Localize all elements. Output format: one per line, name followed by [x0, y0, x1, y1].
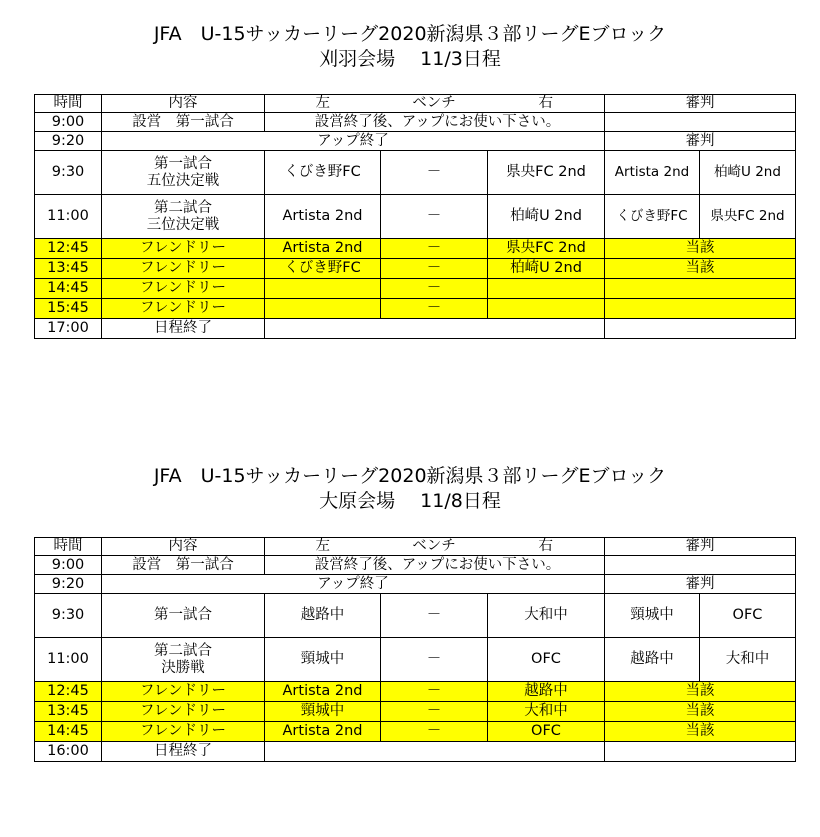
header-right: 右 — [488, 538, 605, 556]
row-time: 16:00 — [35, 742, 102, 762]
row-content: フレンドリー — [102, 722, 265, 742]
header-left: 左 — [265, 95, 381, 113]
content-line1: 第二試合 — [154, 199, 212, 216]
row-time: 9:00 — [35, 113, 102, 132]
row-vs: － — [381, 259, 488, 279]
row-right-team: OFC — [488, 722, 605, 742]
table-row — [35, 151, 796, 195]
header-referee: 審判 — [605, 95, 796, 113]
header-bench: ベンチ — [381, 95, 488, 113]
table-header-row — [35, 538, 796, 556]
row-referee: 審判 — [605, 575, 796, 594]
row-content — [102, 195, 265, 239]
section1-schedule-table — [34, 94, 796, 339]
row-right-team: OFC — [488, 638, 605, 682]
row-left-team — [265, 279, 381, 299]
row-content — [102, 638, 265, 682]
row-referee2: 県央FC 2nd — [700, 195, 796, 239]
row-time: 15:45 — [35, 299, 102, 319]
row-time: 13:45 — [35, 259, 102, 279]
row-content — [102, 151, 265, 195]
header-left: 左 — [265, 538, 381, 556]
row-referee — [605, 299, 796, 319]
row-left-team: Artista 2nd — [265, 722, 381, 742]
row-right-team: 越路中 — [488, 682, 605, 702]
row-right-team: 県央FC 2nd — [488, 151, 605, 195]
header-content: 内容 — [102, 95, 265, 113]
header-content: 内容 — [102, 538, 265, 556]
content-line1: 第一試合 — [154, 155, 212, 172]
header-time: 時間 — [35, 95, 102, 113]
row-referee2: OFC — [700, 594, 796, 638]
row-time: 9:00 — [35, 556, 102, 575]
row-referee1: くびき野FC — [605, 195, 700, 239]
row-vs: － — [381, 594, 488, 638]
table-row — [35, 195, 796, 239]
row-vs: － — [381, 299, 488, 319]
table-row — [35, 239, 796, 259]
row-blank — [265, 319, 605, 339]
section1-subtitle: 刈羽会場 11/3日程 — [319, 48, 501, 70]
row-right-team: 柏崎U 2nd — [488, 259, 605, 279]
section2-schedule-table — [34, 537, 796, 762]
row-content: 日程終了 — [102, 742, 265, 762]
row-referee1: 越路中 — [605, 638, 700, 682]
row-note: アップ終了 — [102, 575, 605, 594]
row-time: 12:45 — [35, 239, 102, 259]
row-vs: － — [381, 638, 488, 682]
row-referee: 当該 — [605, 239, 796, 259]
row-left-team: 頸城中 — [265, 702, 381, 722]
row-time: 14:45 — [35, 722, 102, 742]
row-left-team: くびき野FC — [265, 151, 381, 195]
row-left-team — [265, 299, 381, 319]
table-row — [35, 594, 796, 638]
row-content: フレンドリー — [102, 259, 265, 279]
table-header-row — [35, 95, 796, 113]
content-line2: 三位決定戦 — [146, 216, 220, 233]
row-note: アップ終了 — [102, 132, 605, 151]
row-left-team: Artista 2nd — [265, 682, 381, 702]
row-time: 17:00 — [35, 319, 102, 339]
row-left-team: Artista 2nd — [265, 195, 381, 239]
row-time: 14:45 — [35, 279, 102, 299]
row-vs: － — [381, 279, 488, 299]
row-right-team: 大和中 — [488, 702, 605, 722]
table-row — [35, 702, 796, 722]
row-vs: － — [381, 702, 488, 722]
row-note: 設営終了後、アップにお使い下さい。 — [265, 113, 605, 132]
row-content: 日程終了 — [102, 319, 265, 339]
content-line1: 第二試合 — [154, 642, 212, 659]
table-row — [35, 279, 796, 299]
row-content: フレンドリー — [102, 682, 265, 702]
row-right-team: 県央FC 2nd — [488, 239, 605, 259]
row-blank — [605, 556, 796, 575]
row-blank — [605, 742, 796, 762]
table-row — [35, 638, 796, 682]
row-time: 9:30 — [35, 594, 102, 638]
section1-title: JFA U-15サッカーリーグ2020新潟県３部リーグEブロック — [153, 23, 667, 45]
row-time: 11:00 — [35, 638, 102, 682]
row-referee: 当該 — [605, 259, 796, 279]
row-left-team: Artista 2nd — [265, 239, 381, 259]
row-left-team: くびき野FC — [265, 259, 381, 279]
table-row — [35, 132, 796, 151]
row-right-team — [488, 279, 605, 299]
row-content: 設営 第一試合 — [102, 556, 265, 575]
row-time: 9:30 — [35, 151, 102, 195]
row-vs: － — [381, 239, 488, 259]
row-left-team: 越路中 — [265, 594, 381, 638]
table-row — [35, 742, 796, 762]
row-content: 第一試合 — [102, 594, 265, 638]
row-vs: － — [381, 722, 488, 742]
row-blank — [265, 742, 605, 762]
table-row — [35, 575, 796, 594]
row-content: フレンドリー — [102, 239, 265, 259]
row-referee — [605, 279, 796, 299]
section2-subtitle: 大原会場 11/8日程 — [319, 490, 501, 512]
section2-title: JFA U-15サッカーリーグ2020新潟県３部リーグEブロック — [153, 465, 667, 487]
table-row — [35, 556, 796, 575]
table-row — [35, 259, 796, 279]
header-referee: 審判 — [605, 538, 796, 556]
row-referee2: 柏崎U 2nd — [700, 151, 796, 195]
header-time: 時間 — [35, 538, 102, 556]
row-referee: 当該 — [605, 682, 796, 702]
row-referee1: 頸城中 — [605, 594, 700, 638]
row-time: 12:45 — [35, 682, 102, 702]
row-vs: － — [381, 682, 488, 702]
row-blank — [605, 113, 796, 132]
row-content: フレンドリー — [102, 279, 265, 299]
header-bench: ベンチ — [381, 538, 488, 556]
row-right-team: 柏崎U 2nd — [488, 195, 605, 239]
row-content: 設営 第一試合 — [102, 113, 265, 132]
content-line2: 五位決定戦 — [146, 172, 220, 189]
table-row — [35, 299, 796, 319]
table-row — [35, 319, 796, 339]
row-referee: 審判 — [605, 132, 796, 151]
row-referee2: 大和中 — [700, 638, 796, 682]
header-right: 右 — [488, 95, 605, 113]
row-referee: 当該 — [605, 722, 796, 742]
row-time: 9:20 — [35, 575, 102, 594]
row-time: 9:20 — [35, 132, 102, 151]
row-content: フレンドリー — [102, 702, 265, 722]
row-vs: － — [381, 195, 488, 239]
row-right-team — [488, 299, 605, 319]
row-time: 11:00 — [35, 195, 102, 239]
content-line2: 決勝戦 — [161, 659, 205, 676]
row-time: 13:45 — [35, 702, 102, 722]
row-right-team: 大和中 — [488, 594, 605, 638]
row-blank — [605, 319, 796, 339]
table-row — [35, 113, 796, 132]
row-content: フレンドリー — [102, 299, 265, 319]
row-note: 設営終了後、アップにお使い下さい。 — [265, 556, 605, 575]
row-left-team: 頸城中 — [265, 638, 381, 682]
row-referee1: Artista 2nd — [605, 151, 700, 195]
table-row — [35, 682, 796, 702]
row-vs: － — [381, 151, 488, 195]
row-referee: 当該 — [605, 702, 796, 722]
table-row — [35, 722, 796, 742]
